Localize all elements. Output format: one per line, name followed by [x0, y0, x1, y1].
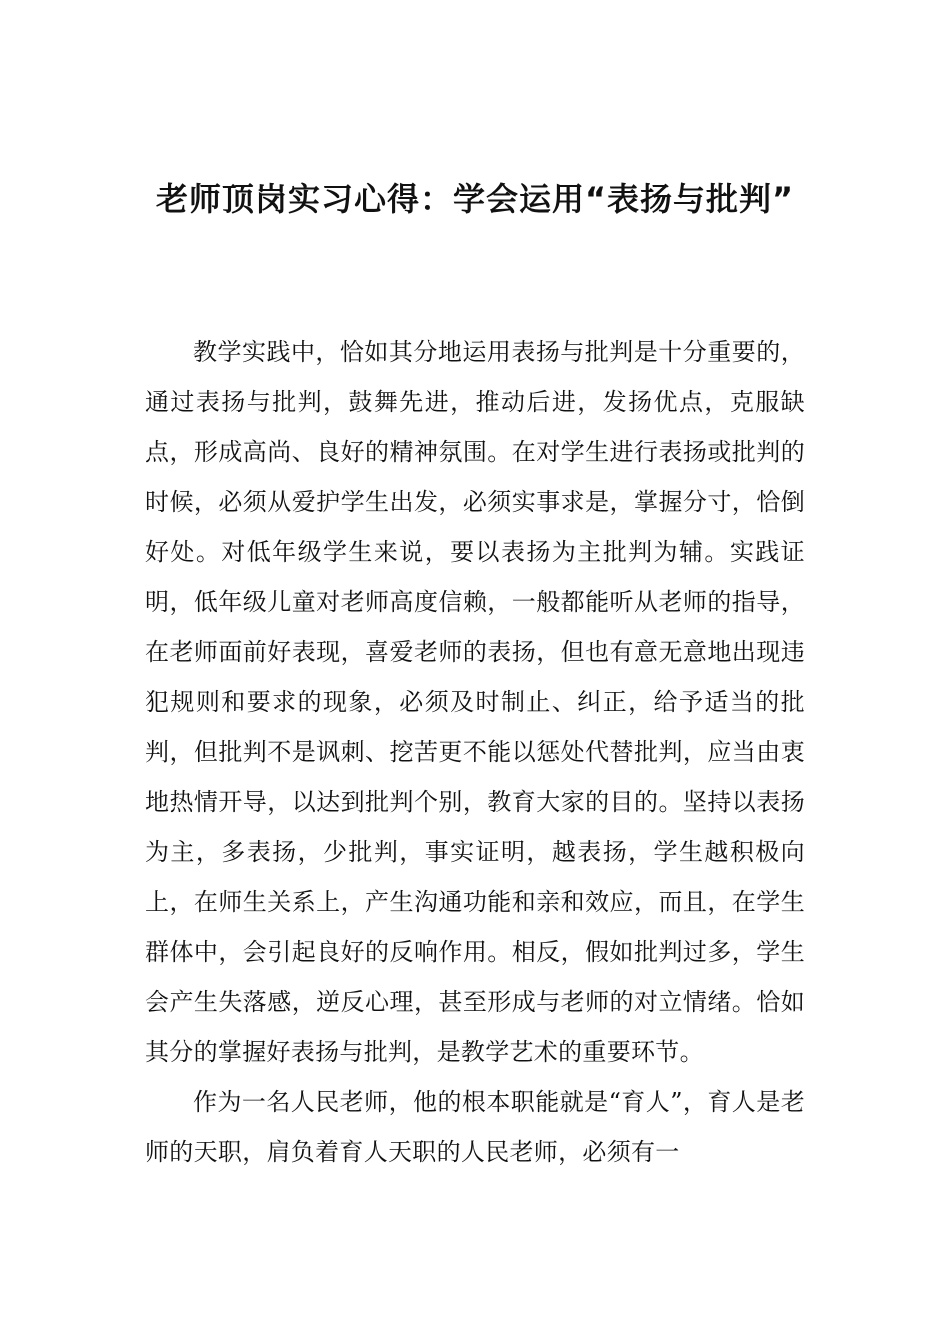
document-title: 老师顶岗实习心得：学会运用“表扬与批判”: [155, 180, 795, 218]
document-body: [145, 327, 805, 1177]
body-paragraph-1: 教学实践中，恰如其分地运用表扬与批判是十分重要的，通过表扬与批判，鼓舞先进，推动后进，发扬优点，克服缺点，形成高尚、良好的精神氛围。在对学生进行表扬或批判的时候，必须从爱护学生出发，必须实事求是，掌握分寸，恰倒好处。对低年级学生来说，要以表扬为主批判为辅。实践证明，低年级儿童对老师高度信赖，一般都能听从老师的指导，在老师面前好表现，喜爱老师的表扬，但也有意无意地出现违犯规则和要求的现象，必须及时制止、纠正，给予适当的批判，但批判不是讽刺、挖苦更不能以惩处代替批判，应当由衷地热情开导，以达到批判个别，教育大家的目的。坚持以表扬为主，多表扬，少批判，事实证明，越表扬，学生越积极向上，在师生关系上，产生沟通功能和亲和效应，而且，在学生群体中，会引起良好的反响作用。相反，假如批判过多，学生会产生失落感，逆反心理，甚至形成与老师的对立情绪。恰如其分的掌握好表扬与批判，是教学艺术的重要环节。: [145, 338, 805, 1066]
body-paragraph-2: 作为一名人民老师，他的根本职能就是“育人”，育人是老师的天职，肩负着育人天职的人民老师，必须有一: [145, 1088, 805, 1166]
